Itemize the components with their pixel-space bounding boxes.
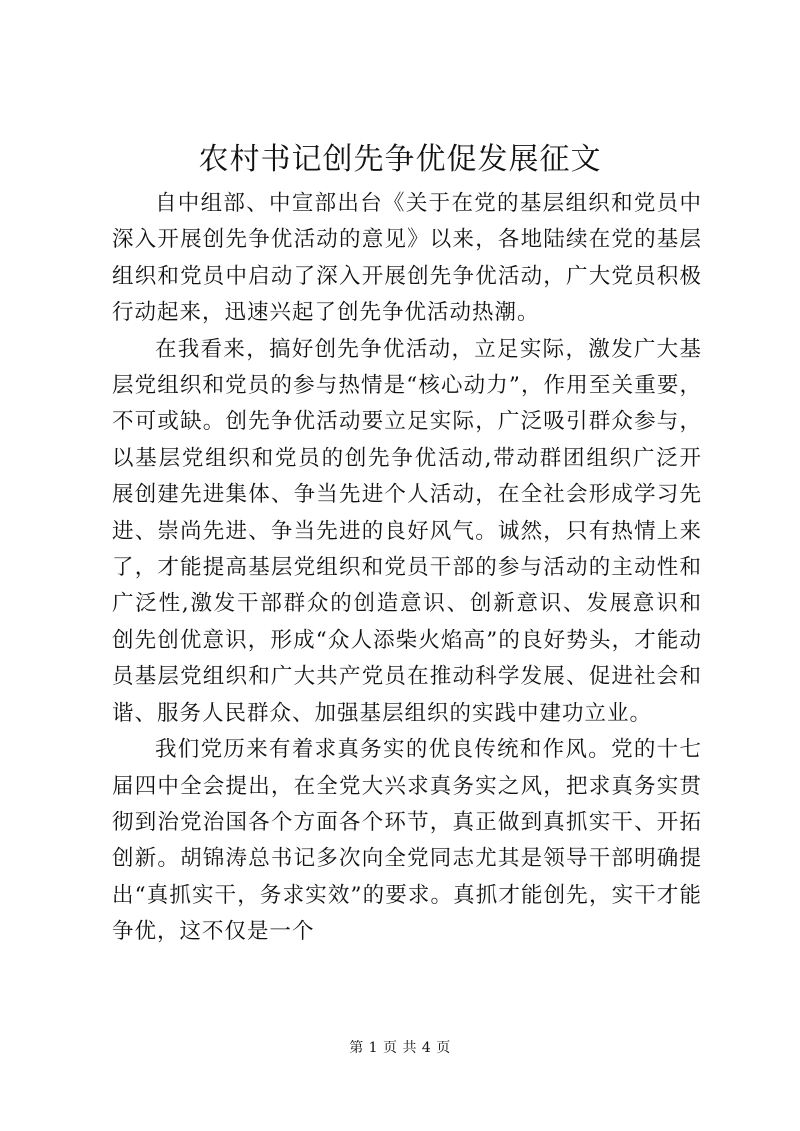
document-title: 农村书记创先争优促发展征文: [198, 142, 602, 177]
paragraph-1: 自中组部、中宣部出台《关于在党的基层组织和党员中深入开展创先争优活动的意见》以来，各地陆续在党的基层组织和党员中启动了深入开展创先争优活动，广大党员积极行动起来，迅速兴起了创先争优活动热潮。: [112, 191, 702, 326]
document-body: [112, 186, 702, 951]
paragraph-3: 我们党历来有着求真务实的优良传统和作风。党的十七届四中全会提出，在全党大兴求真务实之风，把求真务实贯彻到治党治国各个方面各个环节，真正做到真抓实干、开拓创新。胡锦涛总书记多次向全党同志尤其是领导干部明确提出“真抓实干，务求实效”的要求。真抓才能创先，实干才能争优，这不仅是一个: [112, 737, 702, 945]
page-number-footer: 第 1 页 共 4 页: [349, 1040, 451, 1056]
paragraph-2: 在我看来，搞好创先争优活动，立足实际，激发广大基层党组织和党员的参与热情是“核心动力”，作用至关重要，不可或缺。创先争优活动要立足实际，广泛吸引群众参与，以基层党组织和党员的创先争优活动,带动群团组织广泛开展创建先进集体、争当先进个人活动，在全社会形成学习先进、崇尚先进、争当先进的良好风气。诚然，只有热情上来了，才能提高基层党组织和党员干部的参与活动的主动性和广泛性,激发干部群众的创造意识、创新意识、发展意识和创先创优意识，形成“众人添柴火焰高”的良好势头，才能动员基层党组织和广大共产党员在推动科学发展、促进社会和谐、服务人民群众、加强基层组织的实践中建功立业。: [112, 336, 702, 726]
